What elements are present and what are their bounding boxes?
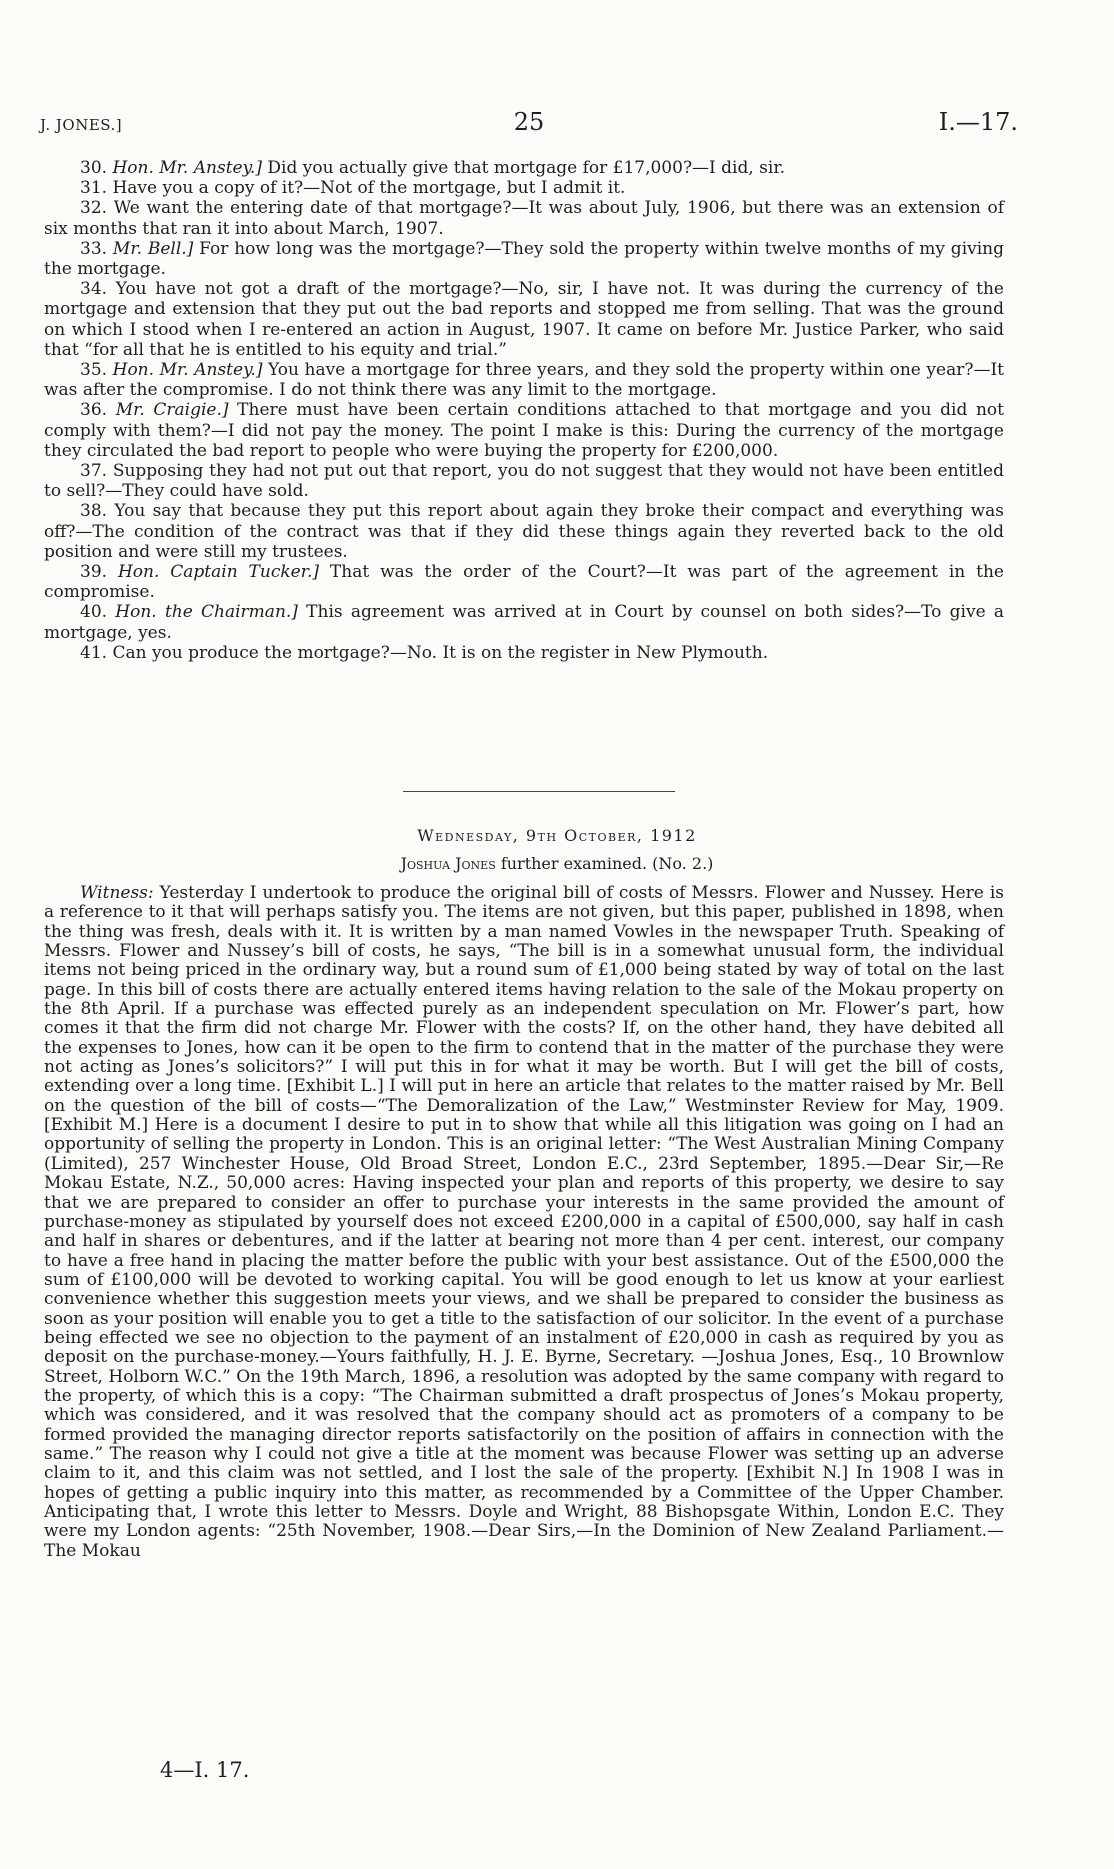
witness-testimony bbox=[44, 884, 1004, 1561]
witness-heading: Joshua Jones further examined. (No. 2.) bbox=[400, 854, 714, 873]
question-40: 40. Hon. the Chairman.] This agreement was arrived at in Court by counsel on both sides?—To give a mortgage, yes. bbox=[44, 602, 1005, 643]
page-number: 25 bbox=[513, 108, 545, 136]
question-33: 33. Mr. Bell.] For how long was the mortgage?—They sold the property within twelve months of my giving the mortgage. bbox=[44, 238, 1004, 280]
speaker: Hon. Captain Tucker.] bbox=[117, 562, 320, 583]
question-34: 34. You have not got a draft of the mortgage?—No, sir, I have not. It was during the currency of the mortgage and extension that they put out the bad reports and stopped me from selling. That was the ground on which I stood when I re-entered an action in August, 1907. It came on before Mr. Justice Parker, who said that “for all that he is entitled to his equity and trial.” bbox=[44, 279, 1004, 360]
page-header bbox=[40, 108, 1018, 144]
sitting-date-heading: Wednesday, 9th October, 1912 bbox=[417, 826, 697, 845]
question-32: 32. We want the entering date of that mortgage?—It was about July, 1906, but there was an extension of six months that ran it into about March, 1907. bbox=[44, 198, 1004, 239]
running-head-left: J. JONES.] bbox=[40, 116, 123, 134]
paper-reference: I.—17. bbox=[938, 108, 1018, 136]
speaker: Mr. Bell.] bbox=[112, 238, 194, 259]
witness-name: Joshua Jones bbox=[400, 854, 496, 873]
question-37: 37. Supposing they had not put out that report, you do not suggest that they would not have been entitled to sell?—They could have sold. bbox=[44, 461, 1005, 502]
testimony-paragraph: Witness: Yesterday I undertook to produce the original bill of costs of Messrs. Flower and Nussey. Here is a reference to it that will perhaps satisfy you. The items are not given, but this paper, published in 1898, when the thing was fresh, deals with it. It is written by a man named Vowles in the newspaper Truth. Speaking of Messrs. Flower and Nussey’s bill of costs, he says, “The bill is in a somewhat unusual form, the individual items not being priced in the ordinary way, but a round sum of £1,000 being stated by way of total on the last page. In this bill of costs there are actually entered items having relation to the sale of the Mokau property on the 8th April. If a purchase was effected purely as an independent speculation on Mr. Flower’s part, how comes it that the firm did not charge Mr. Flower with the costs? If, on the other hand, they have debited all the expenses to Jones, how can it be open to the firm to contend that in the matter of the purchase they were not acting as Jones’s solicitors?” I will put this in for what it may be worth. But I will get the bill of costs, extending over a long time. [Exhibit L.] I will put in here an article that relates to the matter raised by Mr. Bell on the question of the bill of costs—“The Demoralization of the Law,” Westminster Review for May, 1909. [Exhibit M.] Here is a document I desire to put in to show that while all this litigation was going on I had an opportunity of selling the property in London. This is an original letter: “The West Australian Mining Company (Limited), 257 Winchester House, Old Broad Street, London E.C., 23rd September, 1895.—Dear Sir,—Re Mokau Estate, N.Z., 50,000 acres: Having inspected your plan and reports of this property, we desire to say that we are prepared to consider an offer to purchase your interests in the same provided the amount of purchase-money as stipulated by yourself does not exceed £200,000 in a capital of £500,000, say half in cash and half in shares or debentures, and if the latter at bearing not more than 4 per cent. interest, our company to have a free hand in placing the matter before the public with your best assistance. Out of the £500,000 the sum of £100,000 will be devoted to working capital. You will be good enough to let us know at your earliest convenience whether this suggestion meets your views, and we shall be prepared to consider the business as soon as your position will enable you to get a title to the satisfaction of our solicitor. In the event of a purchase being effected we see no objection to the payment of an instalment of £20,000 in cash as required by you as deposit on the purchase-money.—Yours faithfully, H. J. E. Byrne, Secretary. —Joshua Jones, Esq., 10 Brownlow Street, Holborn W.C.” On the 19th March, 1896, a resolution was adopted by the same company with regard to the property, of which this is a copy: “The Chairman submitted a draft prospectus of Jones’s Mokau property, which was considered, and it was resolved that the company should act as promoters of a company to be formed provided the managing director reports satisfactorily on the position of affairs in connection with the same.” The reason why I could not give a title at the moment was because Flower was setting up an adverse claim to it, and this claim was not settled, and I lost the sale of the property. [Exhibit N.] In 1908 I was in hopes of getting a public inquiry into this matter, as recommended by a Committee of the Upper Chamber. Anticipating that, I wrote this letter to Messrs. Doyle and Wright, 88 Bishopsgate Within, London E.C. They were my London agents: “25th November, 1908.—Dear Sirs,—In the Dominion of New Zealand Parliament.—The Mokau bbox=[44, 883, 1004, 1561]
question-36: 36. Mr. Craigie.] There must have been certain conditions attached to that mortgage and you did not comply with them?—I did not pay the money. The point I make is this: During the currency of the mortgage they circulated the bad report to people who were buying the property for £200,000. bbox=[44, 400, 1004, 461]
question-39: 39. Hon. Captain Tucker.] That was the order of the Court?—It was part of the agreement in the compromise. bbox=[44, 562, 1004, 603]
speaker: Hon. the Chairman.] bbox=[115, 602, 298, 623]
question-31: 31. Have you a copy of it?—Not of the mortgage, but I admit it. bbox=[80, 178, 626, 199]
question-30: 30. Hon. Mr. Anstey.] Did you actually give that mortgage for £17,000?—I did, sir. bbox=[80, 158, 786, 178]
section-divider bbox=[403, 791, 675, 792]
questions-and-answers bbox=[44, 158, 1004, 663]
question-41: 41. Can you produce the mortgage?—No. It is on the register in New Plymouth. bbox=[80, 642, 769, 663]
speaker: Hon. Mr. Anstey.] bbox=[112, 360, 263, 381]
witness-label: Witness: bbox=[80, 883, 154, 903]
question-38: 38. You say that because they put this report about again they broke their compact and everything was off?—The condition of the contract was that if they did these things again they reverted back to the old position and were still my trustees. bbox=[44, 501, 1004, 562]
question-35: 35. Hon. Mr. Anstey.] You have a mortgage for three years, and they sold the property within one year?—It was after the compromise. I do not think there was any limit to the mortgage. bbox=[44, 360, 1005, 401]
speaker: Mr. Craigie.] bbox=[115, 400, 229, 421]
speaker: Hon. Mr. Anstey.] bbox=[112, 158, 262, 178]
page-signature: 4—I. 17. bbox=[160, 1758, 250, 1782]
